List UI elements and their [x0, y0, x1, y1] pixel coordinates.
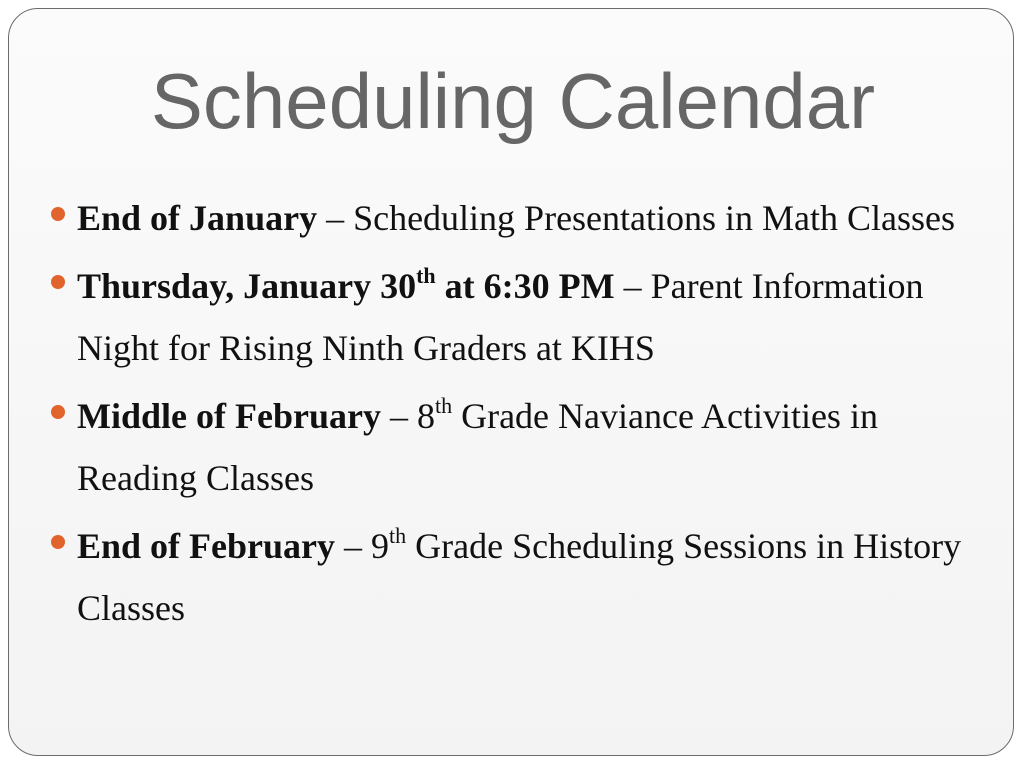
bullet-body: Grade Scheduling Sessions in History Classes [77, 526, 962, 628]
bullet-item [9, 385, 1014, 509]
bullet-body-prefix: 8 [416, 396, 435, 436]
bullet-separator: – [317, 198, 354, 238]
bullet-body: Scheduling Presentations in Math Classes [353, 198, 956, 238]
bullet-item [9, 187, 1014, 249]
bullet-dot-icon [51, 535, 65, 549]
bullet-dot-icon [51, 207, 65, 221]
slide [8, 8, 1014, 756]
bullet-separator: – [614, 266, 651, 306]
bullet-separator: – [335, 526, 372, 566]
bullet-lead-rest: at 6:30 PM [435, 266, 615, 306]
bullet-body: Parent Information Night for Rising Ninth Graders at KIHS [77, 266, 924, 368]
bullet-list [9, 187, 1014, 645]
bullet-lead: End of February [77, 526, 336, 566]
bullet-lead: Thursday, January 30 [77, 266, 417, 306]
slide-title: Scheduling Calendar [150, 57, 876, 145]
bullet-body-superscript: th [389, 523, 407, 548]
bullet-body-superscript: th [434, 393, 453, 418]
bullet-lead: Middle of February [77, 396, 381, 436]
bullet-lead: End of January [77, 198, 318, 238]
bullet-dot-icon [51, 405, 65, 419]
bullet-body-prefix: 9 [371, 526, 390, 566]
bullet-separator: – [380, 396, 417, 436]
bullet-lead-superscript: th [416, 263, 436, 288]
bullet-dot-icon [51, 275, 65, 289]
bullet-body: Grade Naviance Activities in Reading Classes [77, 396, 878, 498]
bullet-item [9, 255, 1014, 379]
bullet-item [9, 515, 1014, 639]
